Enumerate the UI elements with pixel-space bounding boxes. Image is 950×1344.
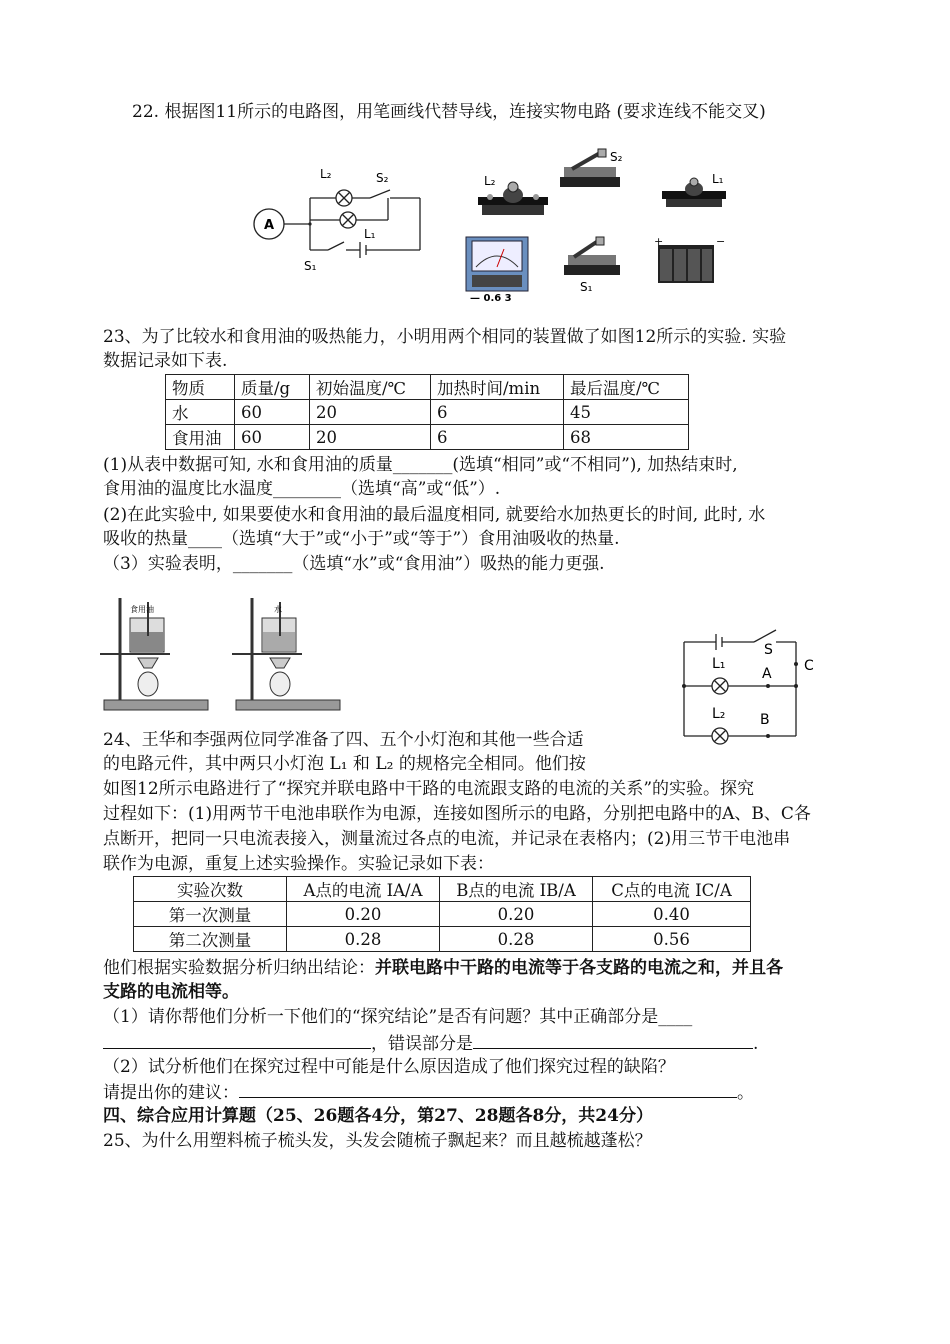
table-header: 加热时间/min	[431, 375, 564, 400]
beaker-label-water: 水	[274, 605, 282, 614]
table-row	[134, 927, 751, 952]
q23-p1b: 食用油的温度比水温度________（选填“高”或“低”）.	[103, 479, 501, 499]
ammeter-label: A	[263, 218, 275, 233]
table-cell: 68	[564, 425, 689, 450]
parts-l1-label: L₁	[712, 172, 724, 186]
conclusion-bold: 并联电路中干路的电流等于各支路的电流之和，并且各	[375, 958, 783, 978]
q25-text: 25、为什么用塑料梳子梳头发，头发会随梳子飘起来？而且越梳越蓬松？	[103, 1131, 652, 1151]
table-cell: 60	[235, 425, 310, 450]
parts-s1-label: S₁	[580, 280, 593, 294]
q24-line1: 24、王华和李强两位同学准备了四、五个小灯泡和其他一些合适	[103, 730, 584, 750]
switch-s1	[564, 237, 620, 275]
table-header: 最后温度/℃	[564, 375, 689, 400]
table-header-row	[134, 877, 751, 902]
l1-label: L₁	[364, 227, 376, 241]
q23-p3: （3）实验表明，_______（选填“水”或“食用油”）吸热的能力更强.	[103, 554, 605, 574]
battery	[654, 235, 725, 283]
beaker-label-oil: 食用油	[130, 605, 154, 614]
q24-sub1-line1: （1）请你帮他们分析一下他们的“探究结论”是否有问题？其中正确部分是____	[103, 1007, 693, 1027]
q24-line5: 点断开，把同一只电流表接入，测量流过各点的电流，并记录在表格内；(2)用三节干电池串	[103, 829, 791, 849]
parts-l2-label: L₂	[484, 174, 496, 188]
table-cell: 20	[310, 425, 431, 450]
circuit-s-label: S	[764, 642, 773, 658]
circuit-l2-label: L₂	[712, 706, 726, 722]
conclusion-intro: 他们根据实验数据分析归纳出结论：	[103, 958, 375, 978]
q24-line4: 过程如下：(1)用两节干电池串联作为电源，连接如图所示的电路，分别把电路中的A、B、C各	[103, 804, 811, 824]
table-cell: 食用油	[166, 425, 235, 450]
table-cell: 0.40	[593, 902, 751, 927]
s1-label: S₁	[304, 259, 317, 273]
q23-p1a: (1)从表中数据可知, 水和食用油的质量_______(选填“相同”或“不相同”), 加热结束时,	[103, 455, 738, 475]
sub1-error-label: ，错误部分是	[371, 1034, 473, 1054]
table-cell: 6	[431, 400, 564, 425]
answer-blank-suggestion[interactable]	[239, 1080, 737, 1098]
table-cell: 6	[431, 425, 564, 450]
l2-label: L₂	[320, 167, 332, 181]
q24-sub2-line1: （2）试分析他们在探究过程中可能是什么原因造成了他们探究过程的缺陷？	[103, 1057, 675, 1077]
circuit-c-label: C	[804, 658, 814, 674]
table-cell: 第一次测量	[134, 902, 287, 927]
q22-text: 22. 根据图11所示的电路图，用笔画线代替导线，连接实物电路 (要求连线不能交叉)	[132, 102, 766, 122]
table-header: A点的电流 IA/A	[287, 877, 440, 902]
q24-conclusion-line1	[103, 957, 783, 979]
table-header: 初始温度/℃	[310, 375, 431, 400]
q24-table	[133, 876, 751, 952]
table-header: 物质	[166, 375, 235, 400]
q22-components	[460, 145, 730, 305]
q22-circuit-diagram	[248, 158, 428, 278]
table-cell: 0.28	[440, 927, 593, 952]
q23-p2a: (2)在此实验中, 如果要使水和食用油的最后温度相同, 就要给水加热更长的时间, 此时, 水	[103, 505, 766, 525]
table-header: B点的电流 IB/A	[440, 877, 593, 902]
svg-text:+: +	[654, 235, 664, 248]
table-header: C点的电流 IC/A	[593, 877, 751, 902]
suggestion-label: 请提出你的建议：	[103, 1083, 239, 1103]
table-cell: 0.28	[287, 927, 440, 952]
q23-p2b: 吸收的热量____（选填“大于”或“小于”或“等于”）食用油吸收的热量.	[103, 529, 620, 549]
ammeter-device	[466, 237, 528, 291]
table-row	[166, 425, 689, 450]
table-cell: 0.20	[287, 902, 440, 927]
q24-line2: 的电路元件，其中两只小灯泡 L₁ 和 L₂ 的规格完全相同。他们按	[103, 754, 586, 774]
table-cell: 水	[166, 400, 235, 425]
table-header-row	[166, 375, 689, 400]
s2-label: S₂	[376, 171, 389, 185]
table-row	[166, 400, 689, 425]
q24-sub1-line2: ，错误部分是 .	[103, 1031, 758, 1055]
suggestion-end: 。	[737, 1083, 754, 1103]
table-cell: 0.20	[440, 902, 593, 927]
q23-table	[165, 374, 689, 450]
q24-circuit-diagram	[676, 622, 826, 752]
parts-s2-label: S₂	[610, 150, 623, 164]
q24-sub2-line2	[103, 1080, 754, 1104]
table-header: 质量/g	[235, 375, 310, 400]
ammeter-scale-label: — 0.6 3	[470, 293, 512, 304]
table-cell: 0.56	[593, 927, 751, 952]
table-header: 实验次数	[134, 877, 287, 902]
svg-text:−: −	[716, 235, 726, 248]
circuit-b-label: B	[760, 712, 770, 728]
circuit-l1-label: L₁	[712, 656, 726, 672]
section-4-heading: 四、综合应用计算题（25、26题各4分，第27、28题各8分，共24分）	[103, 1106, 653, 1126]
q23-apparatus-oil	[100, 592, 212, 714]
q24-conclusion-line2: 支路的电流相等。	[103, 982, 239, 1002]
answer-blank-error[interactable]	[473, 1031, 753, 1049]
q24-line3: 如图12所示电路进行了“探究并联电路中干路的电流跟支路的电流的关系”的实验。探究	[103, 779, 755, 799]
q23-line1: 23、为了比较水和食用油的吸热能力，小明用两个相同的装置做了如图12所示的实验. 实验	[103, 327, 787, 347]
q23-line2: 数据记录如下表.	[103, 351, 228, 371]
table-cell: 60	[235, 400, 310, 425]
q23-apparatus-water	[232, 592, 344, 714]
table-cell: 45	[564, 400, 689, 425]
table-row	[134, 902, 751, 927]
circuit-a-label: A	[762, 666, 772, 682]
table-cell: 第二次测量	[134, 927, 287, 952]
answer-blank-correct[interactable]	[103, 1031, 371, 1049]
q24-line6: 联作为电源，重复上述实验操作。实验记录如下表：	[103, 854, 494, 874]
table-cell: 20	[310, 400, 431, 425]
